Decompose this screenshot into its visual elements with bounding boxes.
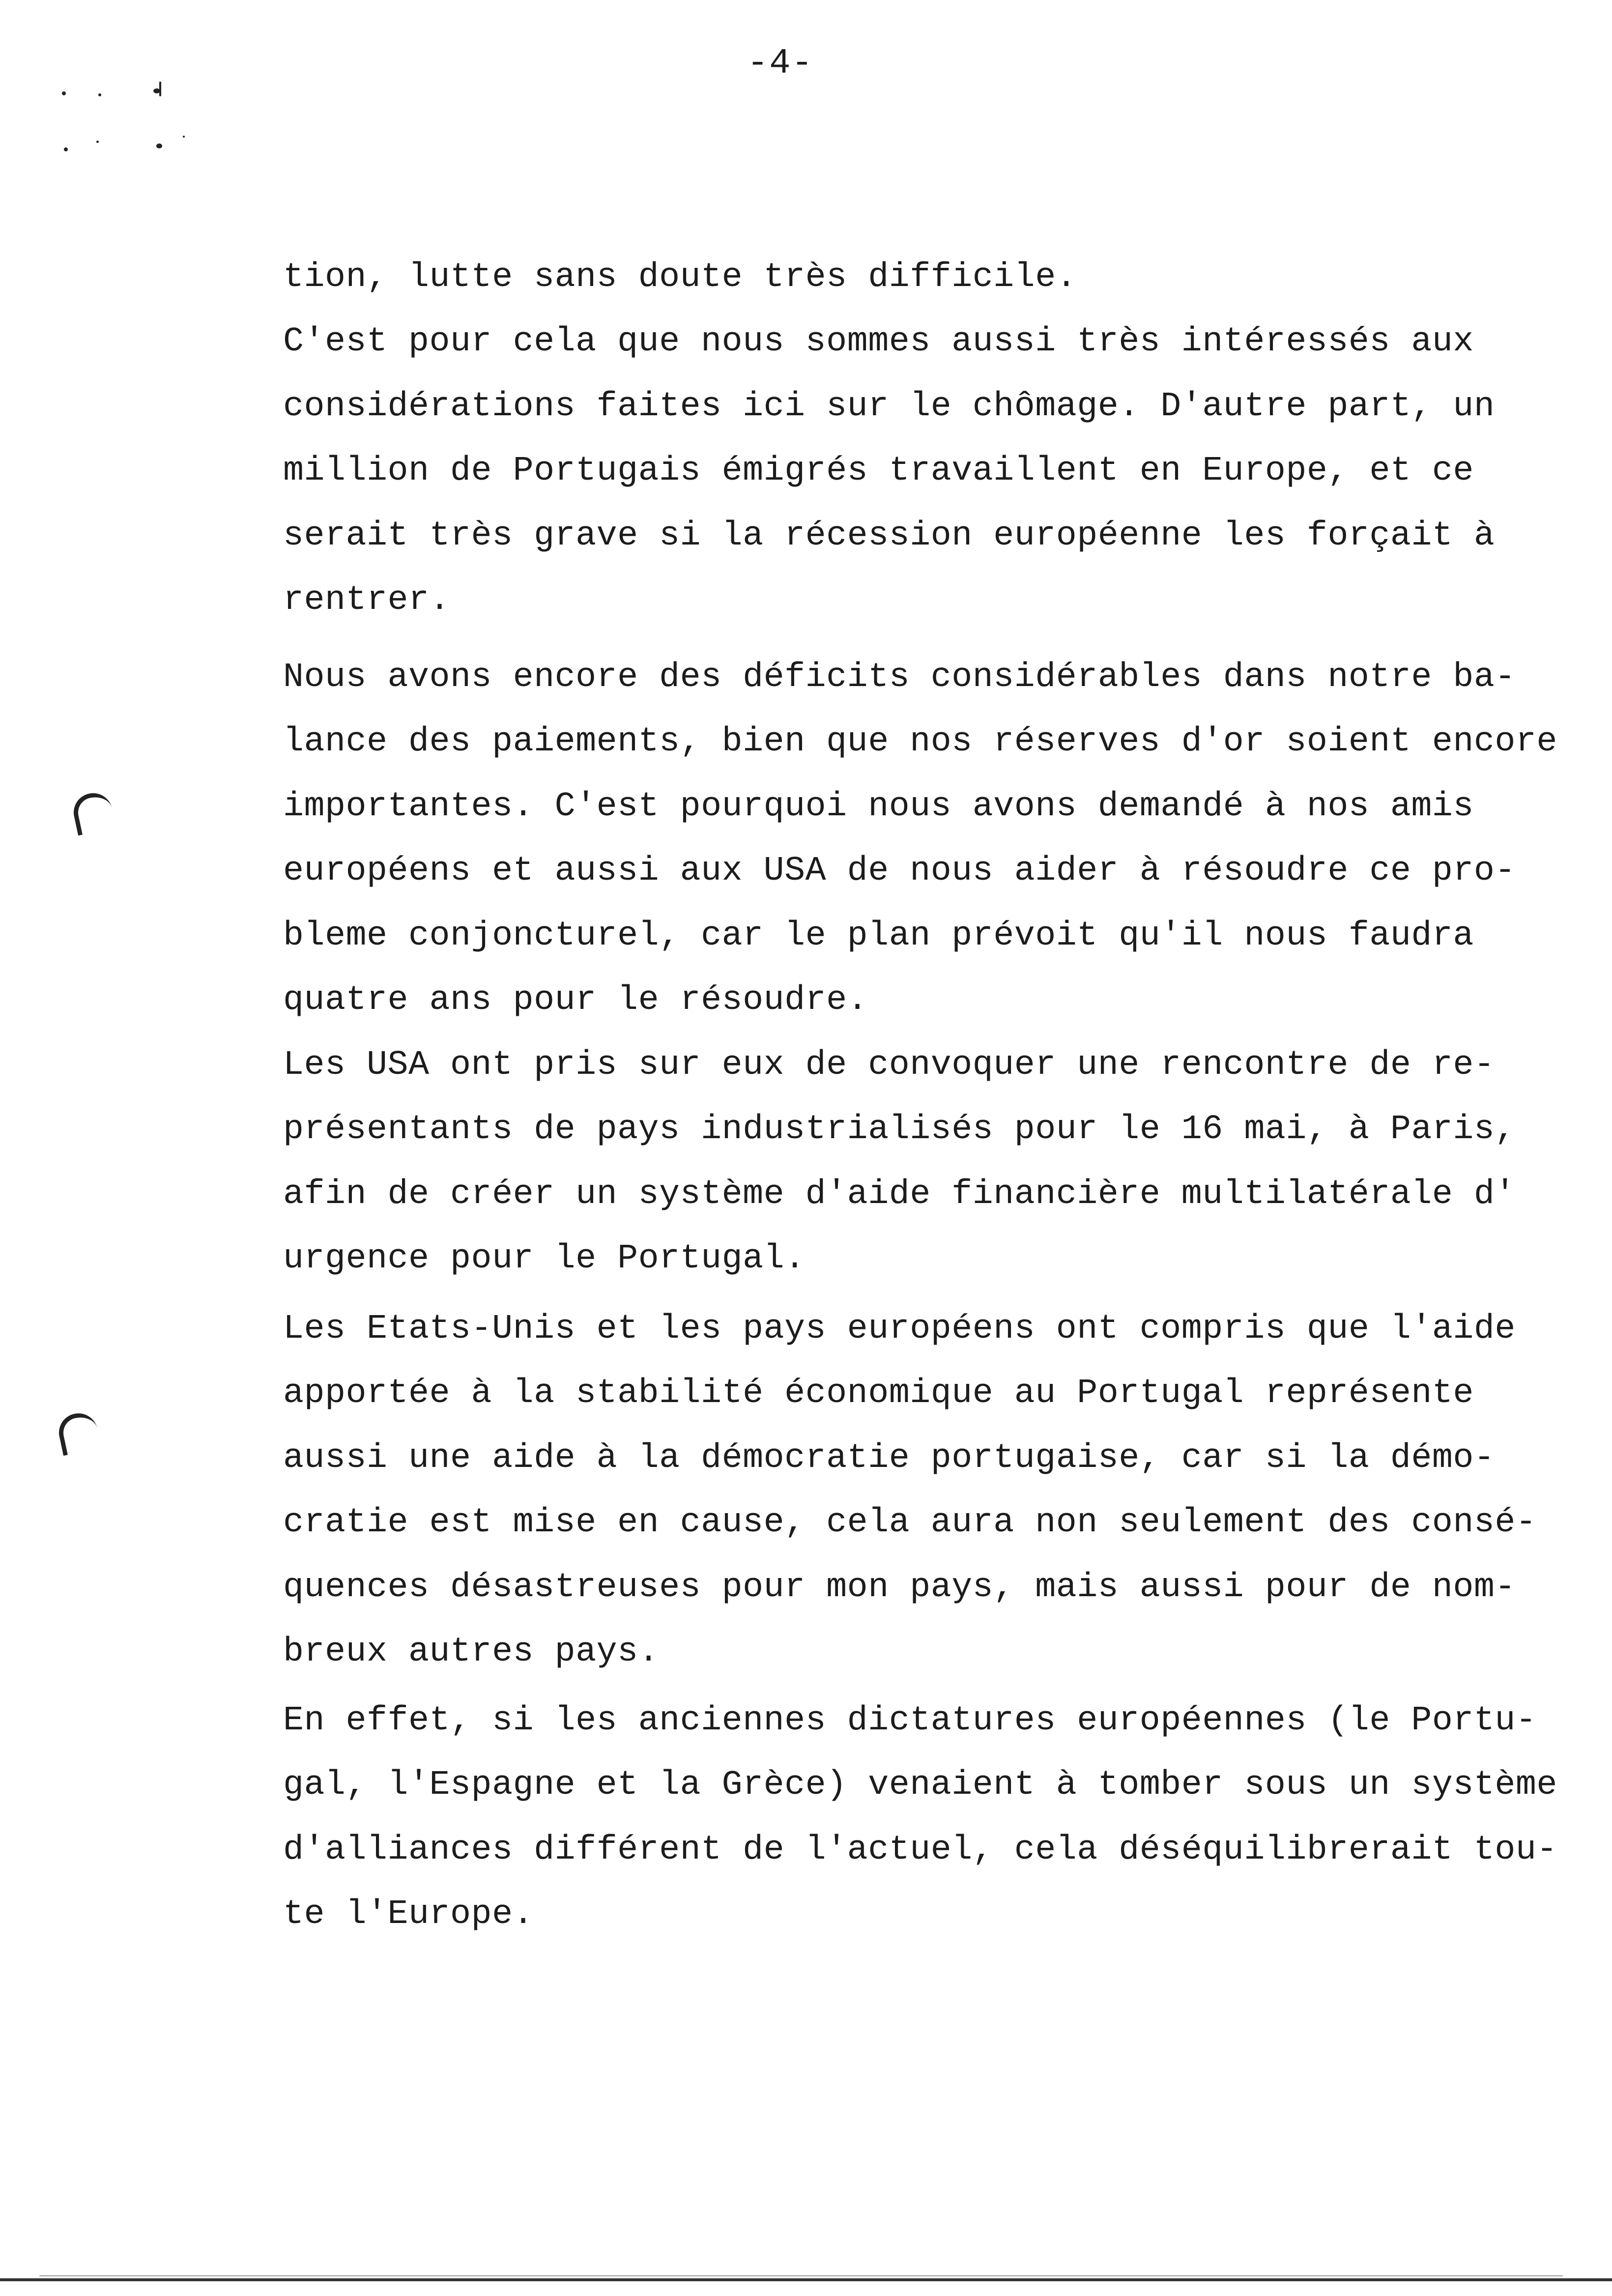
text-line: afin de créer un système d'aide financière multilatérale d' (283, 1175, 1516, 1214)
text-line: tion, lutte sans doute très difficile. (283, 258, 1077, 297)
text-line: C'est pour cela que nous sommes aussi très intéressés aux (283, 322, 1474, 361)
page-edge-shadow (39, 2275, 1563, 2276)
text-line: Les Etats-Unis et les pays européens ont compris que l'aide (283, 1310, 1516, 1349)
text-line: million de Portugais émigrés travaillent en Europe, et ce (283, 452, 1474, 490)
punch-hole-upper (70, 790, 116, 836)
text-line: gal, l'Espagne et la Grèce) venaient à tomber sous un système (283, 1766, 1557, 1805)
text-line: apportée à la stabilité économique au Portugal représente (283, 1374, 1474, 1413)
text-line: te l'Europe. (283, 1895, 534, 1934)
text-line: Les USA ont pris sur eux de convoquer une rencontre de re- (283, 1046, 1495, 1085)
text-line: urgence pour le Portugal. (283, 1239, 806, 1278)
text-line: lance des paiements, bien que nos réserves d'or soient encore (283, 722, 1557, 761)
text-line: quences désastreuses pour mon pays, mais aussi pour de nom- (283, 1568, 1516, 1607)
text-line: d'alliances différent de l'actuel, cela déséquilibrerait tou- (283, 1831, 1557, 1869)
text-line: importantes. C'est pourquoi nous avons demandé à nos amis (283, 787, 1474, 826)
text-line: européens et aussi aux USA de nous aider à résoudre ce pro- (283, 852, 1516, 890)
text-line: serait très grave si la récession européenne les forçait à (283, 517, 1495, 555)
text-line: cratie est mise en cause, cela aura non seulement des consé- (283, 1503, 1537, 1542)
text-line: présentants de pays industrialisés pour le 16 mai, à Paris, (283, 1110, 1516, 1149)
text-line: quatre ans pour le résoudre. (283, 981, 868, 1020)
page-number: -4- (747, 43, 814, 84)
page-bottom-edge (0, 2278, 1612, 2281)
text-line: considérations faites ici sur le chômage. D'autre part, un (283, 387, 1495, 426)
punch-hole-lower (56, 1410, 102, 1456)
text-line: aussi une aide à la démocratie portugaise, car si la démo- (283, 1439, 1495, 1478)
text-line: bleme conjoncturel, car le plan prévoit qu'il nous faudra (283, 917, 1474, 955)
text-line: En effet, si les anciennes dictatures européennes (le Portu- (283, 1701, 1537, 1740)
text-line: breux autres pays. (283, 1633, 660, 1671)
text-line: rentrer. (283, 581, 451, 620)
text-line: Nous avons encore des déficits considérables dans notre ba- (283, 658, 1516, 697)
